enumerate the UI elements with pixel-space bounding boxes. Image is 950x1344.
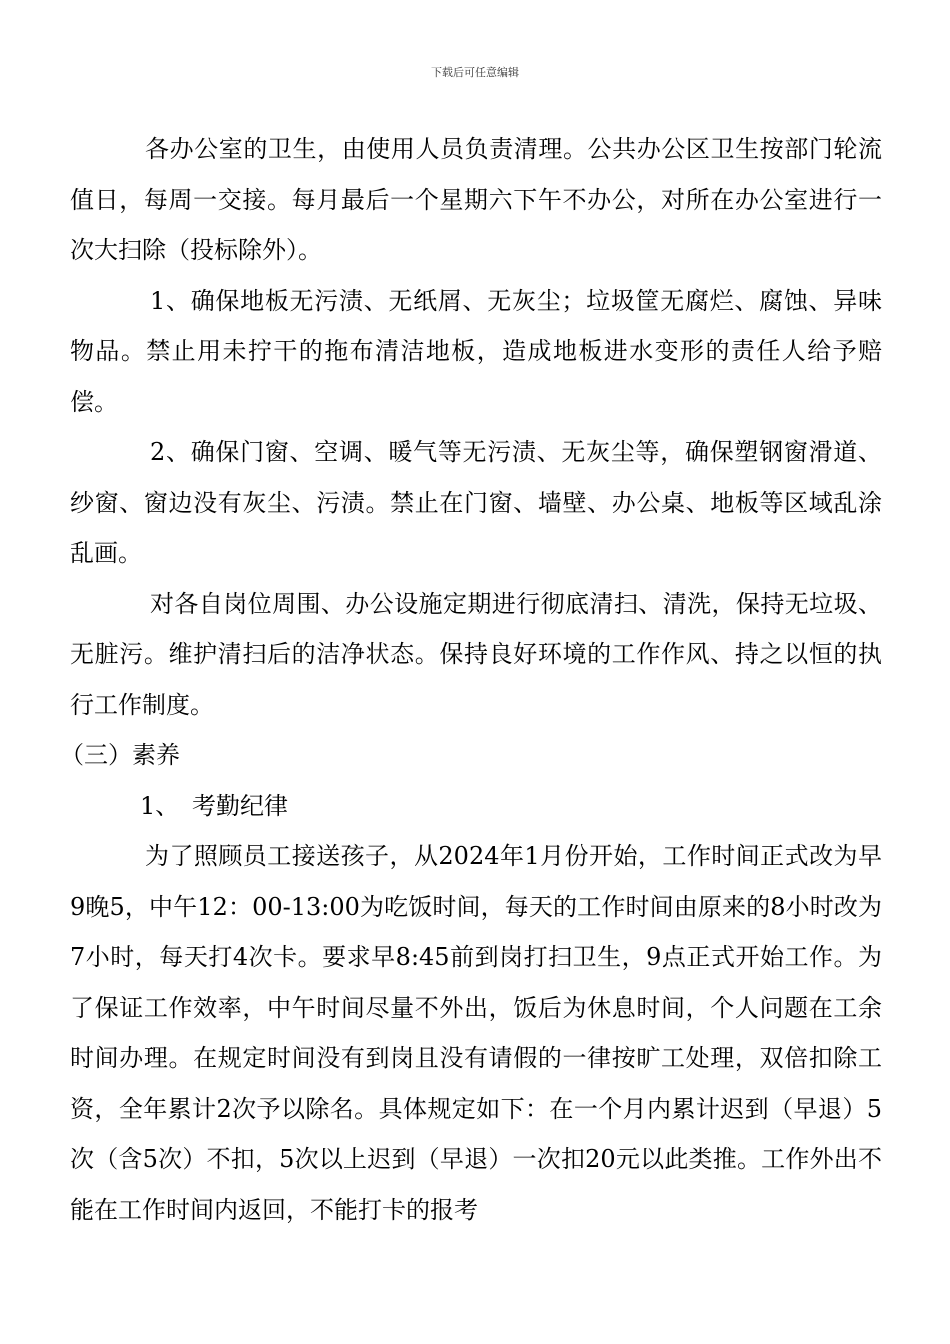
paragraph-attendance-rules: 为了照顾员工接送孩子，从2024年1月份开始，工作时间正式改为早9晚5，中午12：00-13:00为吃饭时间，每天的工作时间由原来的8小时改为7小时，每天打4次卡。要求早8:45前到岗打扫卫生，9点正式开始工作。为了保证工作效率，中午时间尽量不外出，饭后为休息时间，个人问题在工余时间办理。在规定时间没有到岗且没有请假的一律按旷工处理，双倍扣除工资，全年累计2次予以除名。具体规定如下：在一个月内累计迟到（早退）5次（含5次）不扣，5次以上迟到（早退）一次扣20元以此类推。工作外出不能在工作时间内返回，不能打卡的报考 <box>70 842 882 1224</box>
section-heading-literacy: （三）素养 <box>60 741 180 769</box>
paragraph-office-cleaning: 各办公室的卫生，由使用人员负责清理。公共办公区卫生按部门轮流值日，每周一交接。每月最后一个星期六下午不办公，对所在办公室进行一次大扫除（投标除外）。 <box>70 135 882 264</box>
subheading-number: 1、 <box>140 791 180 820</box>
page-header-note: 下载后可任意编辑 <box>431 66 519 79</box>
subheading-title: 考勤纪律 <box>192 791 288 820</box>
paragraph-floor-rule: 1、确保地板无污渍、无纸屑、无灰尘；垃圾筐无腐烂、腐蚀、异味物品。禁止用未拧干的拖布清洁地板，造成地板进水变形的责任人给予赔偿。 <box>70 286 882 416</box>
document-body <box>60 124 882 1235</box>
paragraph-workspace-rule: 对各自岗位周围、办公设施定期进行彻底清扫、清洗，保持无垃圾、无脏污。维护清扫后的洁净状态。保持良好环境的工作作风、持之以恒的执行工作制度。 <box>70 589 882 719</box>
subheading-attendance <box>70 781 882 832</box>
paragraph-window-rule: 2、确保门窗、空调、暖气等无污渍、无灰尘等，确保塑钢窗滑道、纱窗、窗边没有灰尘、污渍。禁止在门窗、墙壁、办公桌、地板等区域乱涂乱画。 <box>70 438 882 567</box>
